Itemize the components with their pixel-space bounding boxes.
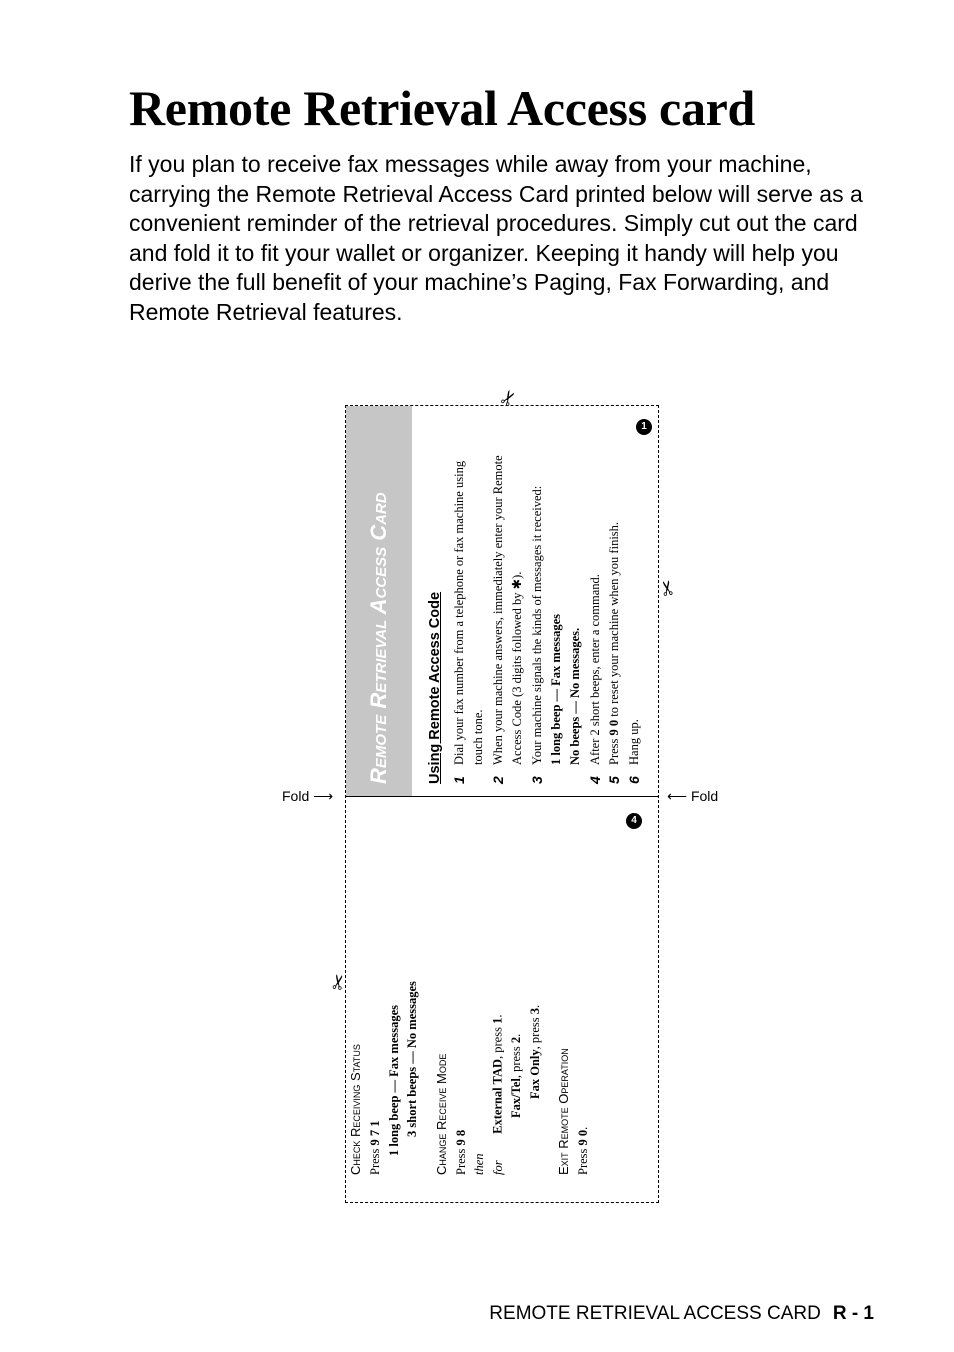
- step-text: Your machine signals the kinds of messages it received:: [529, 485, 544, 765]
- key-code: 9 0: [576, 1129, 590, 1146]
- list-item: [605, 434, 624, 784]
- check-status-instruction: [366, 795, 385, 1175]
- step-number: 5: [606, 776, 623, 784]
- signal-line: 1 long beep — Fax messages: [549, 613, 564, 765]
- page-number: R - 1: [832, 1303, 874, 1324]
- key-code: 9 8: [453, 1129, 468, 1146]
- mode-text: , press: [527, 1017, 542, 1050]
- card-banner: [346, 406, 412, 796]
- change-mode-heading: Change Receive Mode: [433, 1053, 449, 1175]
- exit-instruction: Press 9 0.: [576, 1126, 590, 1175]
- signal-line: No beeps — No messages.: [568, 627, 583, 765]
- step-number: 4: [586, 776, 603, 784]
- step-text: When your machine answers, immediately enter your Remote Access Code (3 digits followed by ✱).: [490, 455, 525, 765]
- fold-label: Fold: [282, 788, 310, 804]
- exit-heading: Exit Remote Operation: [556, 1048, 571, 1175]
- step-number: 6: [625, 776, 642, 784]
- panel-number-badge: 1: [636, 419, 652, 435]
- mode-option: Fax/Tel, press 2.: [509, 1033, 523, 1118]
- step-text-prefix: Press: [607, 735, 622, 765]
- card-banner-title: Remote Retrieval Access Card: [366, 492, 391, 784]
- list-item: [625, 434, 644, 784]
- step-text: After 2 short beeps, enter a command.: [587, 574, 602, 765]
- key-code: 3: [527, 1008, 542, 1015]
- panel-number-badge: 4: [626, 813, 642, 829]
- fold-label: Fold: [690, 788, 719, 804]
- card-back-panel: [346, 795, 658, 1175]
- key-code: 1: [490, 1017, 505, 1024]
- then-for-label: then for: [472, 1153, 505, 1175]
- steps-list: [450, 434, 644, 784]
- key-code: 9 7 1: [368, 1120, 382, 1146]
- check-status-heading: Check Receiving Status: [348, 1044, 363, 1175]
- fold-marker-left: [282, 787, 333, 805]
- key-code: 9 0: [607, 719, 622, 736]
- key-code: 2: [509, 1036, 523, 1044]
- back-panel-body: [346, 795, 593, 1175]
- mode-option: then for External TAD, press 1.: [470, 795, 507, 1175]
- section-heading: Using Remote Access Code: [427, 591, 443, 784]
- press-label: Press: [453, 1148, 468, 1175]
- card-front-panel: [346, 406, 658, 796]
- mode-option: Fax Only, press 3.: [527, 1004, 542, 1099]
- footer-section-title: REMOTE RETRIEVAL ACCESS CARD: [489, 1303, 821, 1324]
- scissors-icon: ✂: [654, 577, 681, 599]
- list-item: [528, 434, 547, 784]
- fold-marker-right: [667, 787, 718, 805]
- mode-text: , press: [490, 1027, 505, 1059]
- press-label: Press: [576, 1148, 590, 1175]
- step-number: 1: [451, 776, 467, 784]
- scissors-icon: ✂: [325, 971, 352, 993]
- intro-paragraph: If you plan to receive fax messages while away from your machine, carrying the Remote Retrieval Access Card printed below will serve as a convenient reminder of the retrieval procedures. Simply cut out the card and fold it to fit your wallet or organizer. Keeping it handy will help you derive the full benefit of your machine’s Paging, Fax Forwarding, and Remote Retrieval features.: [129, 151, 863, 325]
- step-number: 2: [489, 776, 506, 784]
- press-label: Press: [368, 1148, 382, 1175]
- arrow-right-icon: ⟶: [313, 788, 334, 804]
- step-text: Dial your fax number from a telephone or fax machine using touch tone.: [452, 460, 486, 765]
- page-title: Remote Retrieval Access card: [129, 80, 756, 136]
- mode-name: Fax/Tel: [509, 1078, 523, 1118]
- mode-text: , press: [509, 1046, 523, 1079]
- change-mode-instruction: [452, 795, 471, 1175]
- step-text-suffix: to reset your machine when you finish.: [607, 521, 622, 720]
- list-item: [450, 434, 489, 784]
- step-text: Hang up.: [626, 719, 641, 765]
- mode-name: External TAD: [490, 1058, 505, 1134]
- arrow-left-icon: ⟵: [667, 788, 688, 804]
- mode-name: Fax Only: [527, 1049, 542, 1099]
- scissors-icon: ✂: [493, 384, 523, 412]
- list-item: [489, 434, 528, 784]
- page-footer: [489, 1302, 874, 1326]
- list-item: [586, 434, 605, 784]
- step-number: 3: [528, 776, 545, 784]
- status-line: 1 long beep — Fax messages: [386, 1004, 401, 1156]
- status-line: 3 short beeps — No messages: [405, 981, 419, 1137]
